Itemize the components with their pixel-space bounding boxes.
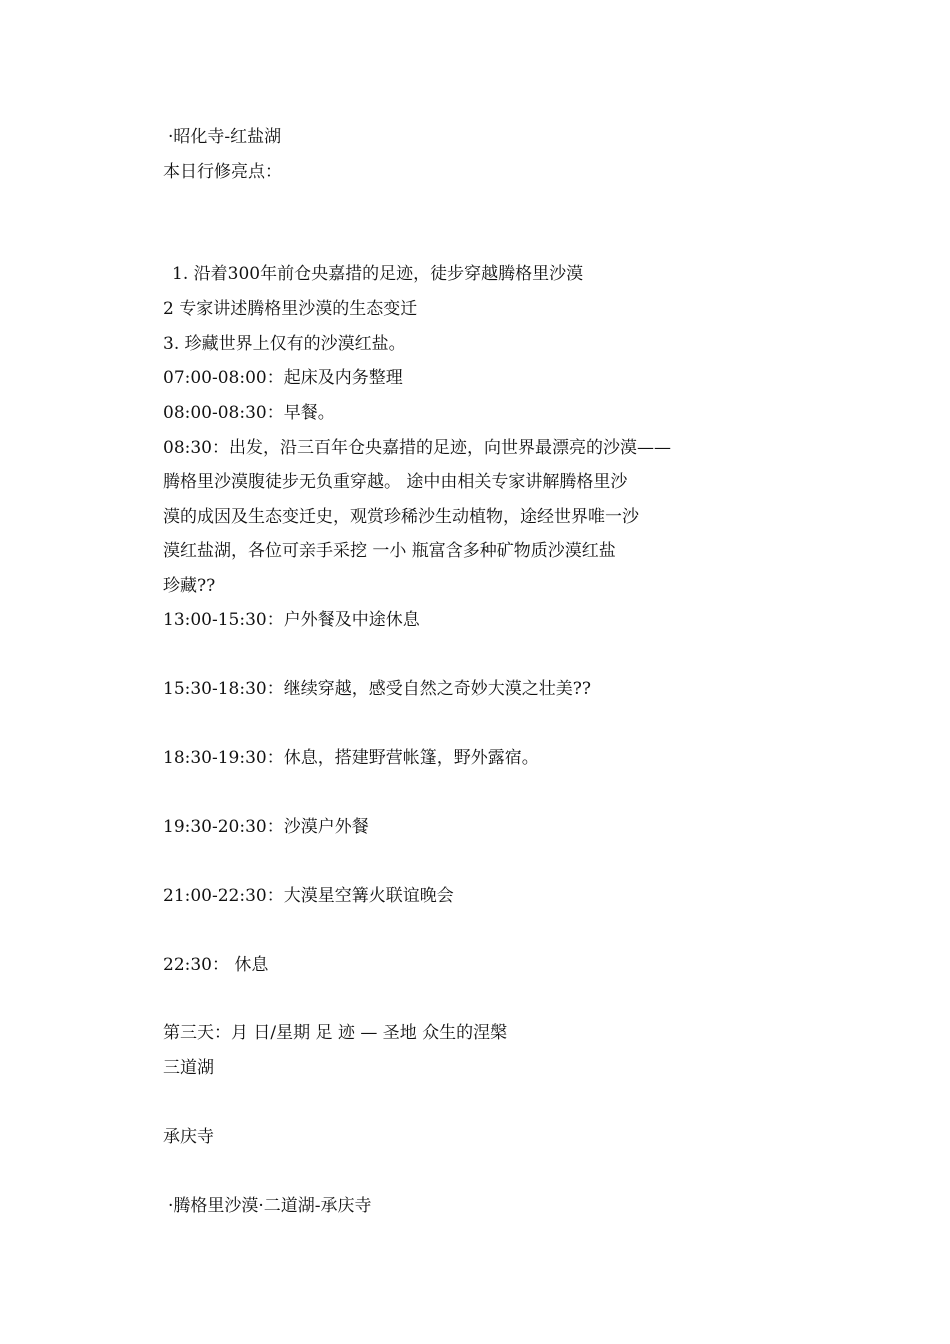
schedule-line: 07:00-08:00：起床及内务整理	[163, 368, 403, 388]
day3-place: 承庆寺	[163, 1127, 214, 1147]
schedule-line: 珍藏??	[163, 576, 216, 596]
schedule-line: 21:00-22:30：大漠星空篝火联谊晚会	[163, 886, 454, 906]
day3-heading: 第三天：月 日/星期 足 迹 — 圣地 众生的涅槃	[163, 1023, 508, 1043]
schedule-line: 19:30-20:30：沙漠户外餐	[163, 817, 369, 837]
highlight-item-1: 1. 沿着300年前仓央嘉措的足迹，徒步穿越腾格里沙漠	[172, 264, 584, 284]
highlights-heading: 本日行修亮点：	[163, 162, 282, 182]
route-line: ·昭化寺-红盐湖	[168, 127, 282, 147]
highlight-item-2: 2 专家讲述腾格里沙漠的生态变迁	[163, 299, 418, 319]
schedule-line: 13:00-15:30：户外餐及中途休息	[163, 610, 420, 630]
schedule-line: 漠的成因及生态变迁史，观赏珍稀沙生动植物，途经世界唯一沙	[163, 507, 639, 527]
schedule-line: 08:00-08:30：早餐。	[163, 403, 335, 423]
schedule-line: 22:30： 休息	[163, 955, 269, 975]
highlight-item-3: 3. 珍藏世界上仅有的沙漠红盐。	[163, 334, 406, 354]
day3-route: ·腾格里沙漠·二道湖-承庆寺	[168, 1196, 372, 1216]
day3-place: 三道湖	[163, 1058, 214, 1078]
schedule-line: 18:30-19:30：休息，搭建野营帐篷，野外露宿。	[163, 748, 539, 768]
schedule-line: 15:30-18:30：继续穿越，感受自然之奇妙大漠之壮美??	[163, 679, 591, 699]
schedule-line: 08:30：出发，沿三百年仓央嘉措的足迹，向世界最漂亮的沙漠——	[163, 438, 671, 458]
schedule-line: 漠红盐湖，各位可亲手采挖 一小 瓶富含多种矿物质沙漠红盐	[163, 541, 616, 561]
schedule-line: 腾格里沙漠腹徒步无负重穿越。 途中由相关专家讲解腾格里沙	[163, 472, 628, 492]
